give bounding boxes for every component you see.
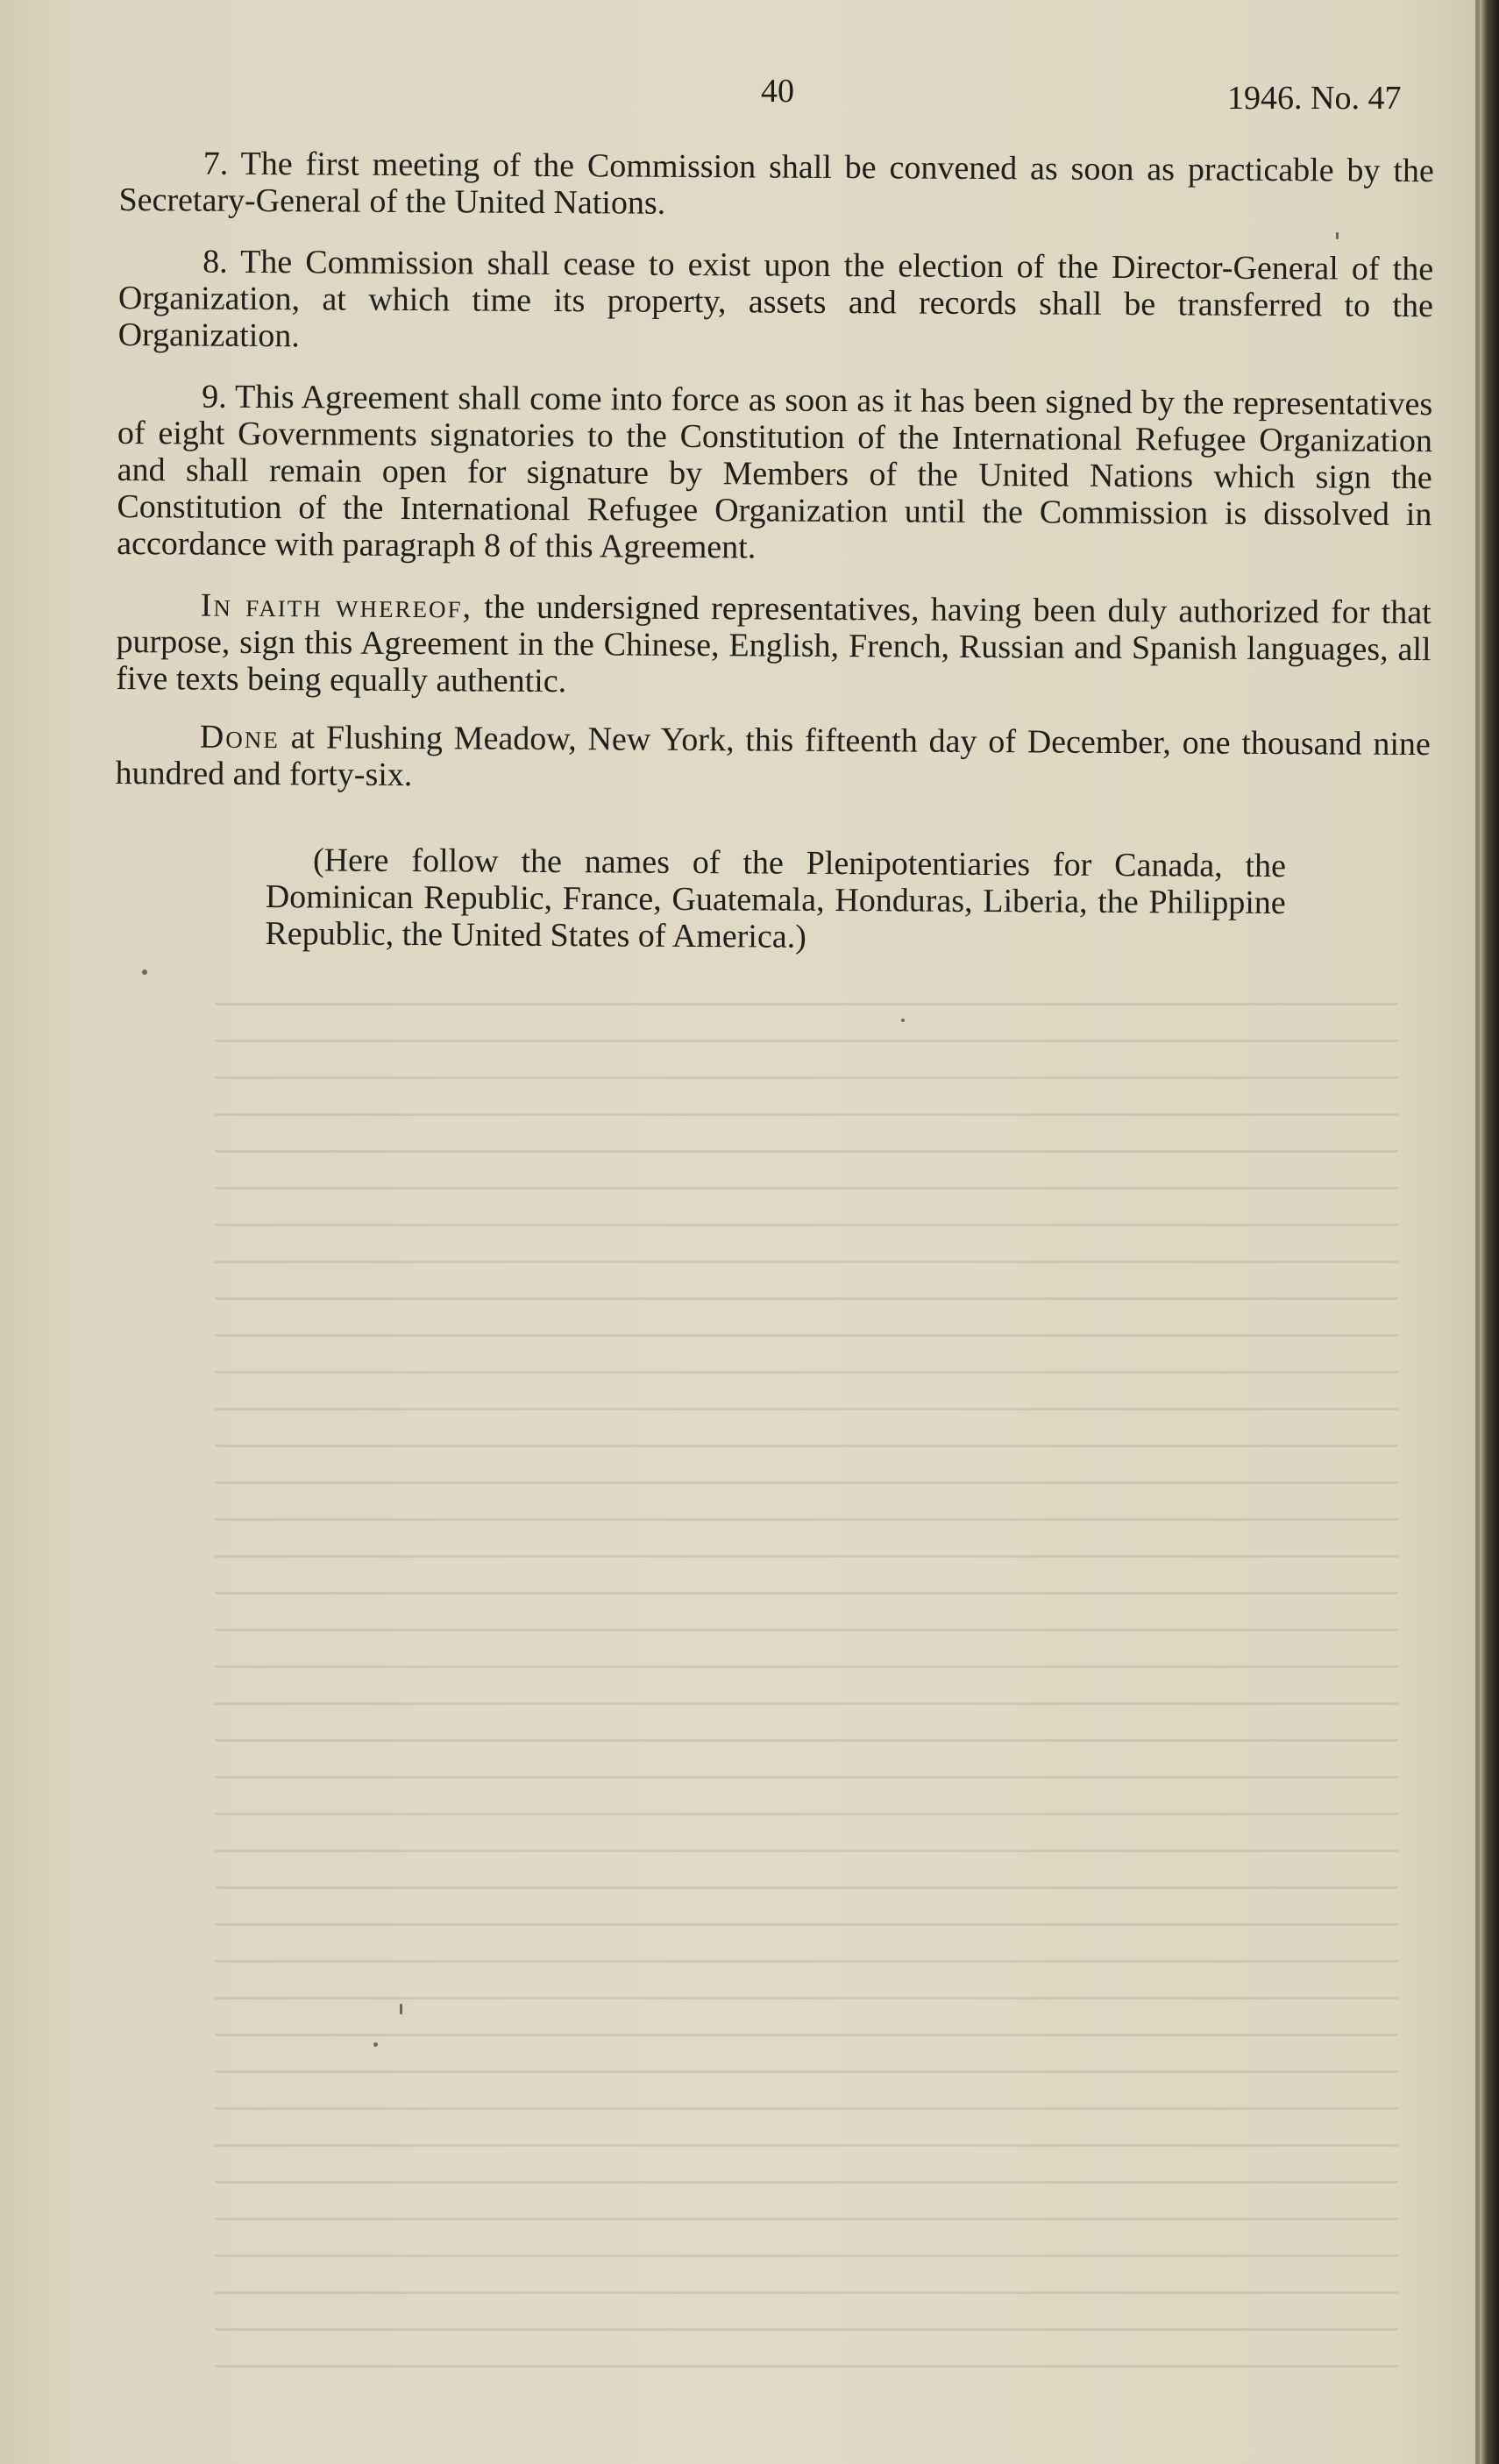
paragraph-text: The Commission shall cease to exist upon the election of the Director-General of the Organization, at which time its property, assets and records shall be transferred to the Organization.: [117, 243, 1434, 355]
paper-speck: [400, 2004, 402, 2014]
paragraph-text: The first meeting of the Commission shall be convened as soon as practicable by the Secretary-General of the United Nations.: [118, 145, 1434, 222]
clause-text: at Flushing Meadow, New York, this fifteenth day of December, one thousand nine hundred and forty-six.: [115, 719, 1431, 794]
paragraph-number: 8.: [202, 243, 228, 280]
show-through-text: [215, 982, 1398, 2402]
binding-edge: [1480, 0, 1499, 2464]
paragraph-number: 7.: [202, 145, 229, 182]
paragraph-text: This Agreement shall come into force as soon as it has been signed by the representatives of eight Governments signatories to the Constitution of the International Refugee Organization and shall remain open for signature by Members of the United Nations which sign the Constitution of the International Refugee Organization until the Commission is dissolved in accordance with paragraph 8 of this Agreement.: [117, 378, 1433, 566]
agreement-text: [114, 145, 1434, 959]
paragraph-9: [117, 378, 1432, 570]
clause-lead: Done: [199, 718, 280, 756]
clause-lead: In faith whereof,: [200, 586, 473, 626]
paper-speck: [373, 2042, 378, 2047]
paper-speck: [1336, 232, 1339, 239]
page-number: 40: [761, 73, 794, 110]
done-at-clause: [115, 718, 1430, 799]
paper-speck: [142, 969, 147, 975]
paper-speck: [901, 1019, 905, 1022]
paragraph-number: 9.: [202, 378, 227, 415]
paragraph-8: [118, 243, 1434, 361]
page-header: [0, 72, 1480, 124]
year-and-number: 1946. No. 47: [1227, 80, 1402, 117]
signatories-note: (Here follow the names of the Plenipotentiaries for Canada, the Dominican Republic, France, Guatemala, Honduras, Liberia, the Philippine Republic, the United States of America.): [265, 841, 1287, 955]
clause-text: the undersigned representatives, having been duly authorized for that purpose, sign this Agreement in the Chinese, English, French, Russian and Spanish languages, all five texts being equally authentic.: [116, 588, 1432, 700]
paragraph-7: [118, 145, 1433, 226]
in-faith-whereof-clause: [116, 586, 1432, 705]
